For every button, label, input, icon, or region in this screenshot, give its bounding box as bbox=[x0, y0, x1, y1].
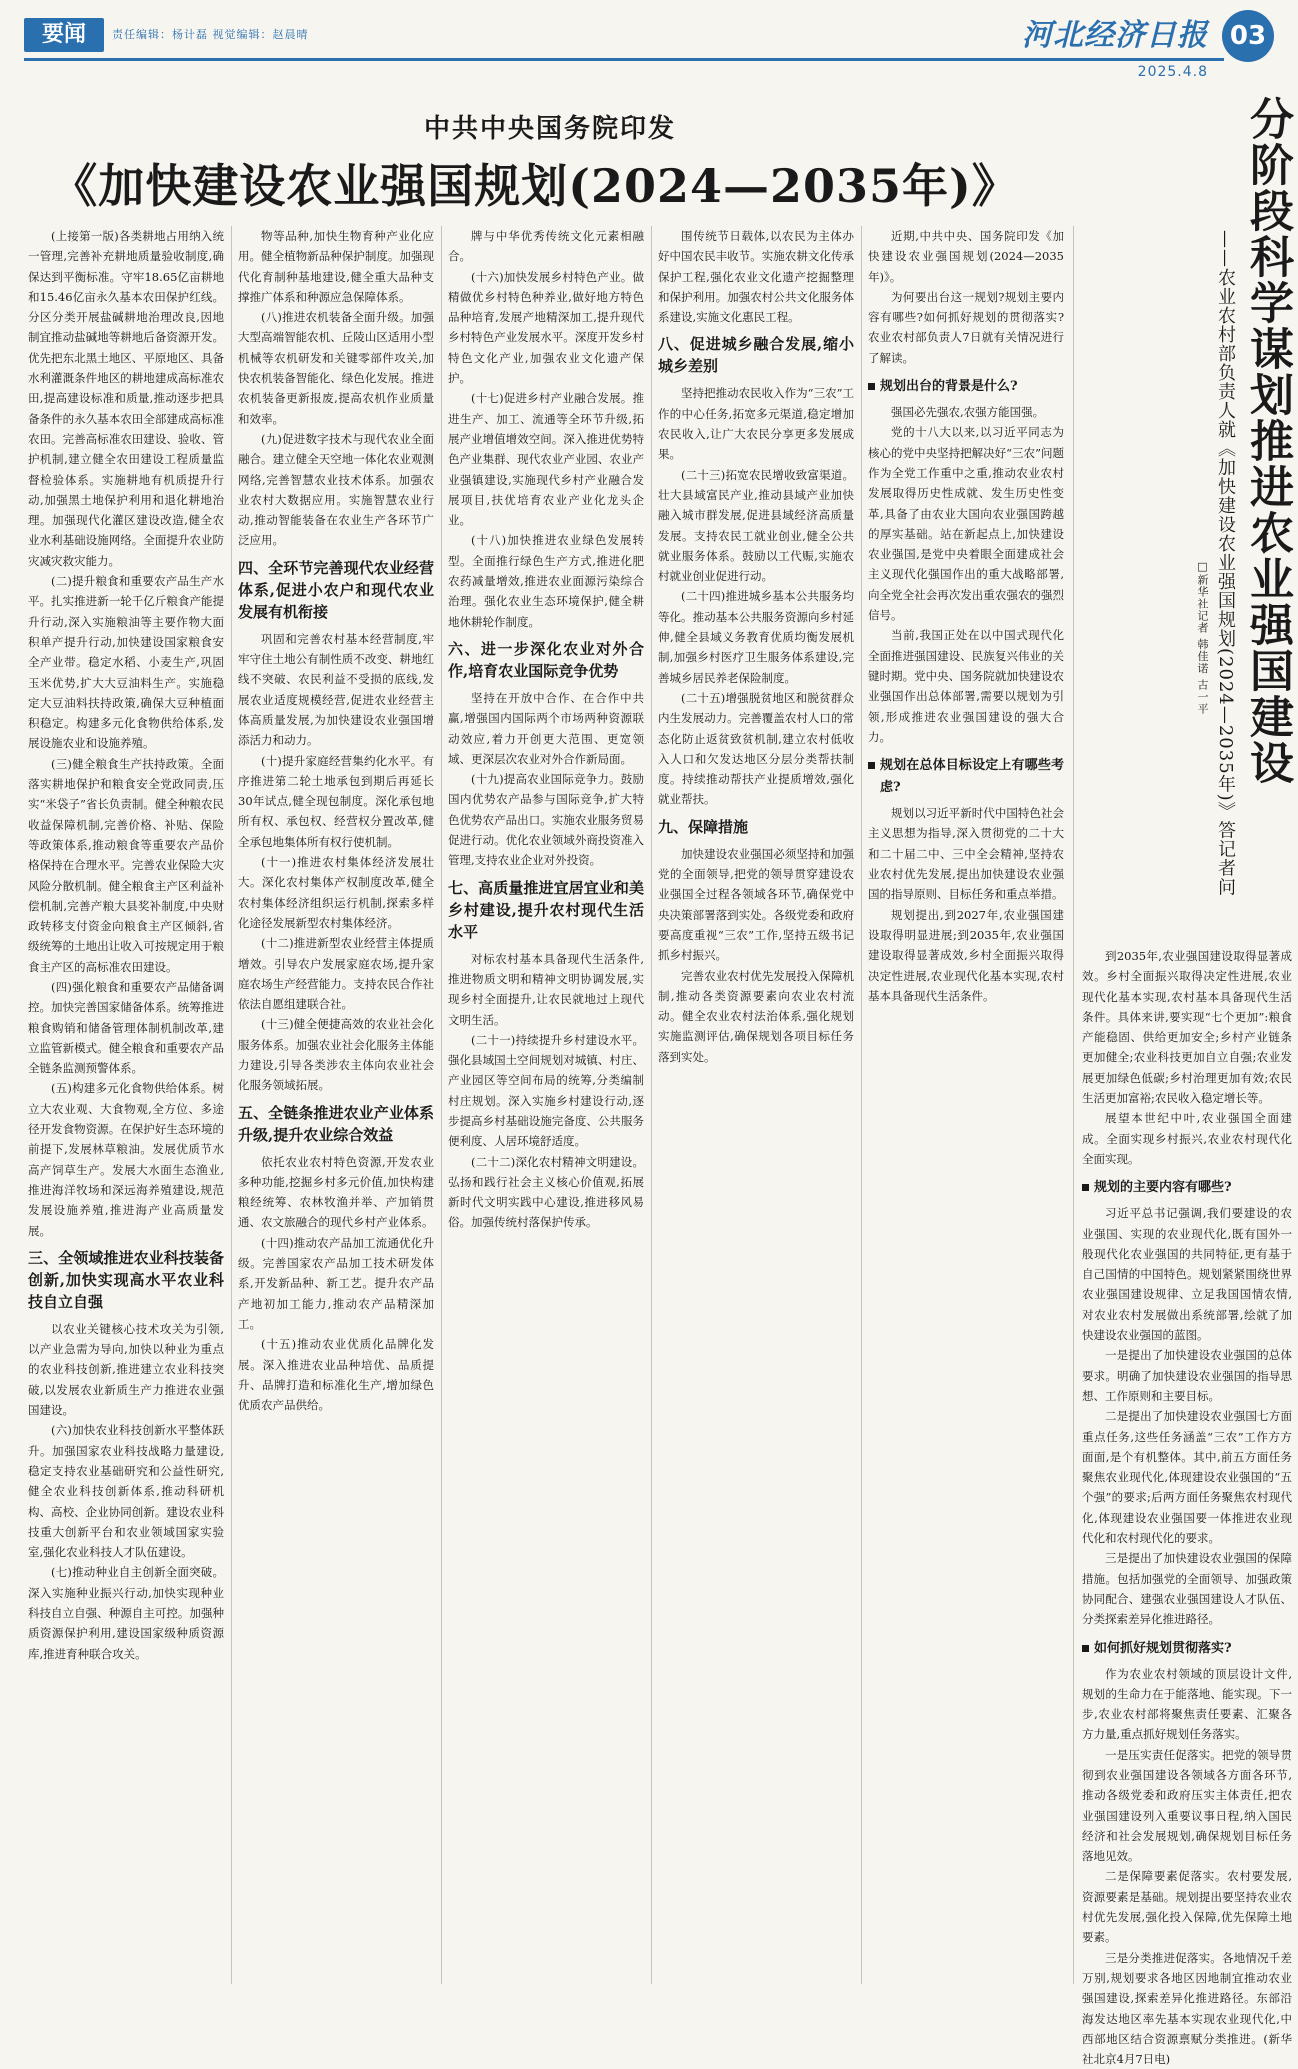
interview-column-2 bbox=[1082, 946, 1292, 2067]
article-column-2 bbox=[238, 226, 434, 1984]
body-paragraph: 三是提出了加快建设农业强国的保障措施。包括加强党的全面领导、加强政策协同配合、建强农业强国建设人才队伍、分类探索差异化推进路径。 bbox=[1082, 1551, 1292, 1627]
body-paragraph: 党的十八大以来,以习近平同志为核心的党中央坚持把解决好“三农”问题作为全党工作重中之重,推动农业农村发展取得历史性成就、发生历史性变革,具备了由农业大国向农业强国跨越的厚实基础。站在新起点上,加快建设农业强国,是党中央着眼全面建成社会主义现代化强国作出的重大战略部署,向全党全社会再次发出重农强农的强烈信号。 bbox=[868, 425, 1064, 623]
body-paragraph: 一是压实责任促落实。把党的领导贯彻到农业强国建设各领域各方面各环节,推动各级党委和政府压实主体责任,把农业强国建设列入重要议事日程,纳入国民经济和社会发展规划,确保规划目标任务落地见效。 bbox=[1082, 1747, 1292, 1864]
body-paragraph: (十三)健全便捷高效的农业社会化服务体系。加强农业社会化服务主体能力建设,引导各类涉农主体向农业社会化服务领域拓展。 bbox=[238, 1017, 434, 1093]
body-paragraph: (四)强化粮食和重要农产品储备调控。加快完善国家储备体系。统筹推进粮食购销和储备管理体制机制改革,建立监管新模式。健全粮食和重要农产品全链条监测预警体系。 bbox=[28, 979, 224, 1076]
article-headline: 《加快建设农业强国规划(2024—2035年)》 bbox=[51, 159, 1019, 213]
body-paragraph: (二十三)拓宽农民增收致富渠道。壮大县域富民产业,推动县域产业加快融入城市群发展,促进县域经济高质量发展。支持农民工就业创业,健全公共就业服务体系。鼓励以工代赈,实施农村就业创业促进行动。 bbox=[658, 467, 854, 584]
section-heading: 七、高质量推进宜居宜业和美乡村建设,提升农村现代生活水平 bbox=[448, 878, 644, 941]
section-heading: 九、保障措施 bbox=[658, 817, 749, 836]
body-paragraph: 为何要出台这一规划?规划主要内容有哪些?如何抓好规划的贯彻落实?农业农村部负责人7日就有关情况进行了解读。 bbox=[868, 289, 1064, 365]
body-paragraph: (五)构建多元化食物供给体系。树立大农业观、大食物观,全方位、多途径开发食物资源。在保护好生态环境的前提下,发展林草粮油。发展优质节水高产饲草生产。发展大水面生态渔业,推进海洋牧场和深远海养殖建设,规范发展设施养殖,推进海产业高质量发展。 bbox=[28, 1081, 224, 1238]
body-paragraph: (上接第一版)各类耕地占用纳入统一管理,完善补充耕地质量验收制度,确保达到平衡标准。守牢18.65亿亩耕地和15.46亿亩永久基本农田保护红线。分区分类开展盐碱耕地治理改良,因地制宜推动盐碱地等耕地后备资源开发。优先把东北黑土地区、平原地区、具备水利灌溉条件地区的耕地建成高标准农田,提高建设标准和质量,推动逐步把具备条件的永久基本农田全部建成高标准农田。完善高标准农田建设、验收、管护机制,建立健全农田建设工程质量监督检验体系。实施耕地有机质提升行动,加强黑土地保护利用和退化耕地治理。加强现代化灌区建设改造,健全农业水利基础设施网络。全面提升农业防灾减灾救灾能力。 bbox=[28, 229, 224, 568]
column-divider bbox=[1073, 226, 1074, 1984]
section-badge: 要闻 bbox=[24, 18, 104, 52]
interview-subhead: ——农业农村部负责人就《加快建设农业强国规划(2024—2035年)》答记者问 bbox=[1215, 230, 1236, 897]
body-paragraph: 对标农村基本具备现代生活条件,推进物质文明和精神文明协调发展,实现乡村全面提升,让农民就地过上现代文明生活。 bbox=[448, 951, 644, 1027]
body-paragraph: 展望本世纪中叶,农业强国全面建成。全面实现乡村振兴,农业农村现代化全面实现。 bbox=[1082, 1111, 1292, 1166]
article-column-4 bbox=[658, 226, 854, 1984]
body-paragraph: (八)推进农机装备全面升级。加强大型高端智能农机、丘陵山区适用小型机械等农机研发和关键零部件攻关,加快农机装备智能化、绿色化发展。推进农机装备更新报废,提高农机作业质量和效率。 bbox=[238, 310, 434, 426]
body-paragraph: 一是提出了加快建设农业强国的总体要求。明确了加快建设农业强国的指导思想、工作原则和主要目标。 bbox=[1082, 1348, 1292, 1403]
interview-byline: □新华社记者 韩佳诺 古一平 bbox=[1196, 560, 1209, 715]
question-heading: 规划的主要内容有哪些? bbox=[1082, 1177, 1292, 1199]
body-paragraph: (十九)提高农业国际竞争力。鼓励国内优势农产品参与国际竞争,扩大特色优势农产品出口。实施农业服务贸易促进行动。优化农业领域外商投资准入管理,支持农业企业对外投资。 bbox=[448, 772, 644, 868]
section-heading: 四、全环节完善现代农业经营体系,促进小农户和现代农业发展有机衔接 bbox=[238, 558, 434, 621]
body-paragraph: 规划以习近平新时代中国特色社会主义思想为指导,深入贯彻党的二十大和二十届二中、三中全会精神,坚持农业农村优先发展,提出加快建设农业强国的指导原则、目标任务和重点举措。 bbox=[868, 806, 1064, 902]
body-paragraph: 依托农业农村特色资源,开发农业多种功能,挖掘乡村多元价值,加快构建粮经统筹、农林牧渔并举、产加销贯通、农文旅融合的现代乡村产业体系。 bbox=[238, 1154, 434, 1230]
section-heading: 三、全领域推进农业科技装备创新,加快实现高水平农业科技自立自强 bbox=[28, 1248, 224, 1311]
question-heading: 规划出台的背景是什么? bbox=[868, 376, 1064, 398]
body-paragraph: 作为农业农村领域的顶层设计文件,规划的生命力在于能落地、能实现。下一步,农业农村部将聚焦责任要素、汇聚各方力量,重点抓好规划任务落实。 bbox=[1082, 1666, 1292, 1742]
body-paragraph: (十四)推动农产品加工流通优化升级。完善国家农产品加工技术研发体系,开发新品种、新工艺。提升农产品产地初加工能力,推动农产品精深加工。 bbox=[238, 1235, 434, 1331]
body-paragraph: (十)提升家庭经营集约化水平。有序推进第二轮土地承包到期后再延长30年试点,健全现包制度。深化承包地所有权、承包权、经营权分置改革,健全承包地集体所有权行使机制。 bbox=[238, 753, 434, 849]
body-paragraph: 规划提出,到2027年,农业强国建设取得明显进展;到2035年,农业强国建设取得显著成效,乡村全面振兴取得决定性进展,农业现代化基本实现,农村基本具备现代生活条件。 bbox=[868, 907, 1064, 1003]
body-paragraph: 坚持在开放中合作、在合作中共赢,增强国内国际两个市场两种资源联动效应,着力开创更大范围、更宽领域、更深层次农业对外合作新局面。 bbox=[448, 690, 644, 766]
section-heading: 八、促进城乡融合发展,缩小城乡差别 bbox=[658, 335, 854, 376]
body-paragraph: (二十二)深化农村精神文明建设。弘扬和践行社会主义核心价值观,拓展新时代文明实践中心建设,推进移风易俗。加强传统村落保护传承。 bbox=[448, 1154, 644, 1230]
body-paragraph: (十六)加快发展乡村特色产业。做精做优乡村特色种养业,做好地方特色品种培育,发展产地精深加工,提升现代乡村特色产业发展水平。深度开发乡村特色文化产业,加强农业文化遗产保护。 bbox=[448, 269, 644, 386]
body-paragraph: 近期,中共中央、国务院印发《加快建设农业强国规划(2024—2035年)》。 bbox=[868, 229, 1064, 284]
body-paragraph: 巩固和完善农村基本经营制度,牢牢守住土地公有制性质不改变、耕地红线不突破、农民利益不受损的底线,发展农业适度规模经营,促进农业经营主体高质量发展,为加快建设农业强国增添活力和动力。 bbox=[238, 631, 434, 748]
body-paragraph: (二)提升粮食和重要农产品生产水平。扎实推进新一轮千亿斤粮食产能提升行动,深入实施粮油等主要作物大面积单产提升行动,加快建设国家粮食安全产业带。稳定水稻、小麦生产,巩固玉米优势,扩大大豆油料生产。实施稳定大豆油料扶持政策,确保大豆种植面积稳定。构建多元化食物供给体系,发展设施农业和设施养殖。 bbox=[28, 574, 224, 751]
body-paragraph: 强国必先强农,农强方能国强。 bbox=[891, 405, 1045, 420]
body-paragraph: 牌与中华优秀传统文化元素相融合。 bbox=[448, 229, 644, 264]
body-paragraph: 二是提出了加快建设农业强国七方面重点任务,这些任务涵盖“三农”工作方方面面,是个有机整体。其中,前五方面任务聚焦农业现代化,体现建设农业强国的“五个强”的要求;后两方面任务聚焦农村现代化,体现建设农业强国要一体推进农业现代化和农村现代化的要求。 bbox=[1082, 1409, 1292, 1546]
body-paragraph: 二是保障要素促落实。农村要发展,资源要素是基础。规划提出要坚持农业农村优先发展,强化投入保障,优先保障土地要素。 bbox=[1082, 1869, 1292, 1945]
body-paragraph: (二十四)推进城乡基本公共服务均等化。推动基本公共服务资源向乡村延伸,健全县域义务教育优质均衡发展机制,加强乡村医疗卫生服务体系建设,完善城乡居民养老保险制度。 bbox=[658, 589, 854, 685]
page-number: 03 bbox=[1222, 10, 1274, 62]
body-paragraph: (九)促进数字技术与现代农业全面融合。建立健全天空地一体化农业观测网络,完善智慧农业技术体系。加强农业农村大数据应用。实施智慧农业行动,推动智能装备在农业生产各环节广泛应用。 bbox=[238, 431, 434, 548]
body-paragraph: (三)健全粮食生产扶持政策。全面落实耕地保护和粮食安全党政同责,压实“米袋子”省长负责制。健全种粮农民收益保障机制,完善价格、补贴、保险等政策体系,推动粮食等重要农产品价格保持在合理水平。完善农业保险大灾风险分散机制。健全粮食主产区利益补偿机制,完善产粮大县奖补制度,中央财政转移支付资金向粮食主产区倾斜,省级统筹的土地出让收入可按规定用于粮食主产区的高标准农田建设。 bbox=[28, 756, 224, 974]
body-paragraph: 坚持把推动农民收入作为“三农”工作的中心任务,拓宽多元渠道,稳定增加农民收入,让广大农民分享更多发展成果。 bbox=[658, 386, 854, 462]
article-kicker: 中共中央国务院印发 bbox=[423, 114, 676, 144]
masthead bbox=[0, 0, 1298, 86]
body-paragraph: (十七)促进乡村产业融合发展。推进生产、加工、流通等全环节升级,拓展产业增值增效空间。深入推进优势特色产业集群、现代农业产业园、农业产业强镇建设,实施现代乡村产业融合发展项目,扶优培育农业产业化龙头企业。 bbox=[448, 391, 644, 528]
question-heading: 规划在总体目标设定上有哪些考虑? bbox=[868, 755, 1064, 799]
body-paragraph: (十八)加快推进农业绿色发展转型。全面推行绿色生产方式,推进化肥农药减量增效,推进农业面源污染综合治理。强化农业生态环境保护,健全耕地休耕轮作制度。 bbox=[448, 533, 644, 629]
column-divider bbox=[441, 226, 442, 1984]
body-paragraph: 以农业关键核心技术攻关为引领,以产业急需为导向,加快以种业为重点的农业科技创新,推进建立农业科技突破,以发展农业新质生产力推进农业强国建设。 bbox=[28, 1321, 224, 1418]
column-divider bbox=[861, 226, 862, 1984]
body-paragraph: (十一)推进农村集体经济发展壮大。深化农村集体产权制度改革,健全农村集体经济组织运行机制,探索多样化途径发展新型农村集体经济。 bbox=[238, 855, 434, 930]
article-column-3 bbox=[448, 226, 644, 1984]
body-paragraph: 围传统节日载体,以农民为主体办好中国农民丰收节。实施农耕文化传承保护工程,强化农业文化遗产挖掘整理和保护利用。加强农村公共文化服务体系建设,实施文化惠民工程。 bbox=[658, 229, 854, 325]
column-divider bbox=[231, 226, 232, 1984]
body-paragraph: 三是分类推进促落实。各地情况千差万别,规划要求各地区因地制宜推动农业强国建设,探索差异化推进路径。东部沿海发达地区率先基本实现农业现代化,中西部地区结合资源禀赋分类推进。(新华社北京4月7日电) bbox=[1082, 1950, 1292, 2067]
interview-headline: 分阶段科学谋划推进农业强国建设 bbox=[1242, 96, 1293, 786]
section-heading: 五、全链条推进农业产业体系升级,提升农业综合效益 bbox=[238, 1103, 434, 1144]
body-paragraph: (二十一)持续提升乡村建设水平。强化县域国土空间规划对城镇、村庄、产业园区等空间布局的统筹,分类编制村庄规划。深入实施乡村建设行动,逐步提高乡村基础设施完备度、公共服务便利度、人居环境舒适度。 bbox=[448, 1032, 644, 1149]
body-paragraph: 物等品种,加快生物育种产业化应用。健全植物新品种保护制度。加强现代化育制种基地建设,健全重大品种支撑推广体系和种源应急保障体系。 bbox=[238, 229, 434, 304]
body-paragraph: 习近平总书记强调,我们要建设的农业强国、实现的农业现代化,既有国外一般现代化农业强国的共同特征,更有基于自己国情的中国特色。规划紧紧围绕世界农业强国建设规律、立足我国国情农情,对农业农村发展做出系统部署,绘就了加快建设农业强国的蓝图。 bbox=[1082, 1206, 1292, 1343]
question-heading: 如何抓好规划贯彻落实? bbox=[1082, 1638, 1292, 1660]
article-column-1 bbox=[28, 226, 224, 1984]
interview-column-1 bbox=[868, 226, 1064, 1984]
issue-date: 2025.4.8 bbox=[1137, 64, 1208, 80]
body-paragraph: 到2035年,农业强国建设取得显著成效。乡村全面振兴取得决定性进展,农业现代化基本实现,农村基本具备现代生活条件。具体来讲,要实现“七个更加”:粮食产能稳固、供给更加安全;乡村产业链条更加健全;农业科技更加自立自强;农业发展更加绿色低碳;乡村治理更加有效;农民生活更加富裕;农民收入稳定增长等。 bbox=[1082, 949, 1292, 1106]
body-paragraph: 当前,我国正处在以中国式现代化全面推进强国建设、民族复兴伟业的关键时期。党中央、国务院就加快建设农业强国作出总体部署,需要以规划为引领,形成推进农业强国建设的强大合力。 bbox=[868, 628, 1064, 744]
section-heading: 六、进一步深化农业对外合作,培育农业国际竞争优势 bbox=[448, 639, 644, 680]
body-paragraph: (十二)推进新型农业经营主体提质增效。引导农户发展家庭农场,提升家庭农场生产经营能力。支持农民合作社依法自愿组建联合社。 bbox=[238, 936, 434, 1012]
body-paragraph: (七)推动种业自主创新全面突破。深入实施种业振兴行动,加快实现种业科技自立自强、种源自主可控。加强种质资源保护利用,建设国家级种质资源库,推进育种联合攻关。 bbox=[28, 1565, 224, 1661]
body-paragraph: (十五)推动农业优质化品牌化发展。深入推进农业品种培优、品质提升、品牌打造和标准化生产,增加绿色优质农产品供给。 bbox=[238, 1337, 434, 1413]
body-paragraph: 完善农业农村优先发展投入保障机制,推动各类资源要素向农业农村流动。健全农业农村法治体系,强化规划实施监测评估,确保规划各项目标任务落到实处。 bbox=[658, 968, 854, 1064]
newspaper-logo: 河北经济日报 bbox=[1022, 18, 1208, 53]
body-paragraph: (六)加快农业科技创新水平整体跃升。加强国家农业科技战略力量建设,稳定支持农业基础研究和公益性研究,健全农业科技创新体系,推动科研机构、高校、企业协同创新。建设农业科技重大创新平台和农业领域国家实验室,强化农业科技人才队伍建设。 bbox=[28, 1423, 224, 1560]
body-paragraph: 加快建设农业强国必须坚持和加强党的全面领导,把党的领导贯穿建设农业强国全过程各领域各环节,确保党中央决策部署落到实处。各级党委和政府要高度重视“三农”工作,坚持五级书记抓乡村振兴。 bbox=[658, 846, 854, 963]
body-paragraph: (二十五)增强脱贫地区和脱贫群众内生发展动力。完善覆盖农村人口的常态化防止返贫致贫机制,建立农村低收入人口和欠发达地区分层分类帮扶制度。持续推动帮扶产业提质增效,强化就业帮扶。 bbox=[658, 690, 854, 807]
column-divider bbox=[651, 226, 652, 1984]
editor-credits: 责任编辑：杨计磊 视觉编辑：赵晨晴 bbox=[112, 28, 309, 41]
header-rule bbox=[24, 58, 1224, 61]
